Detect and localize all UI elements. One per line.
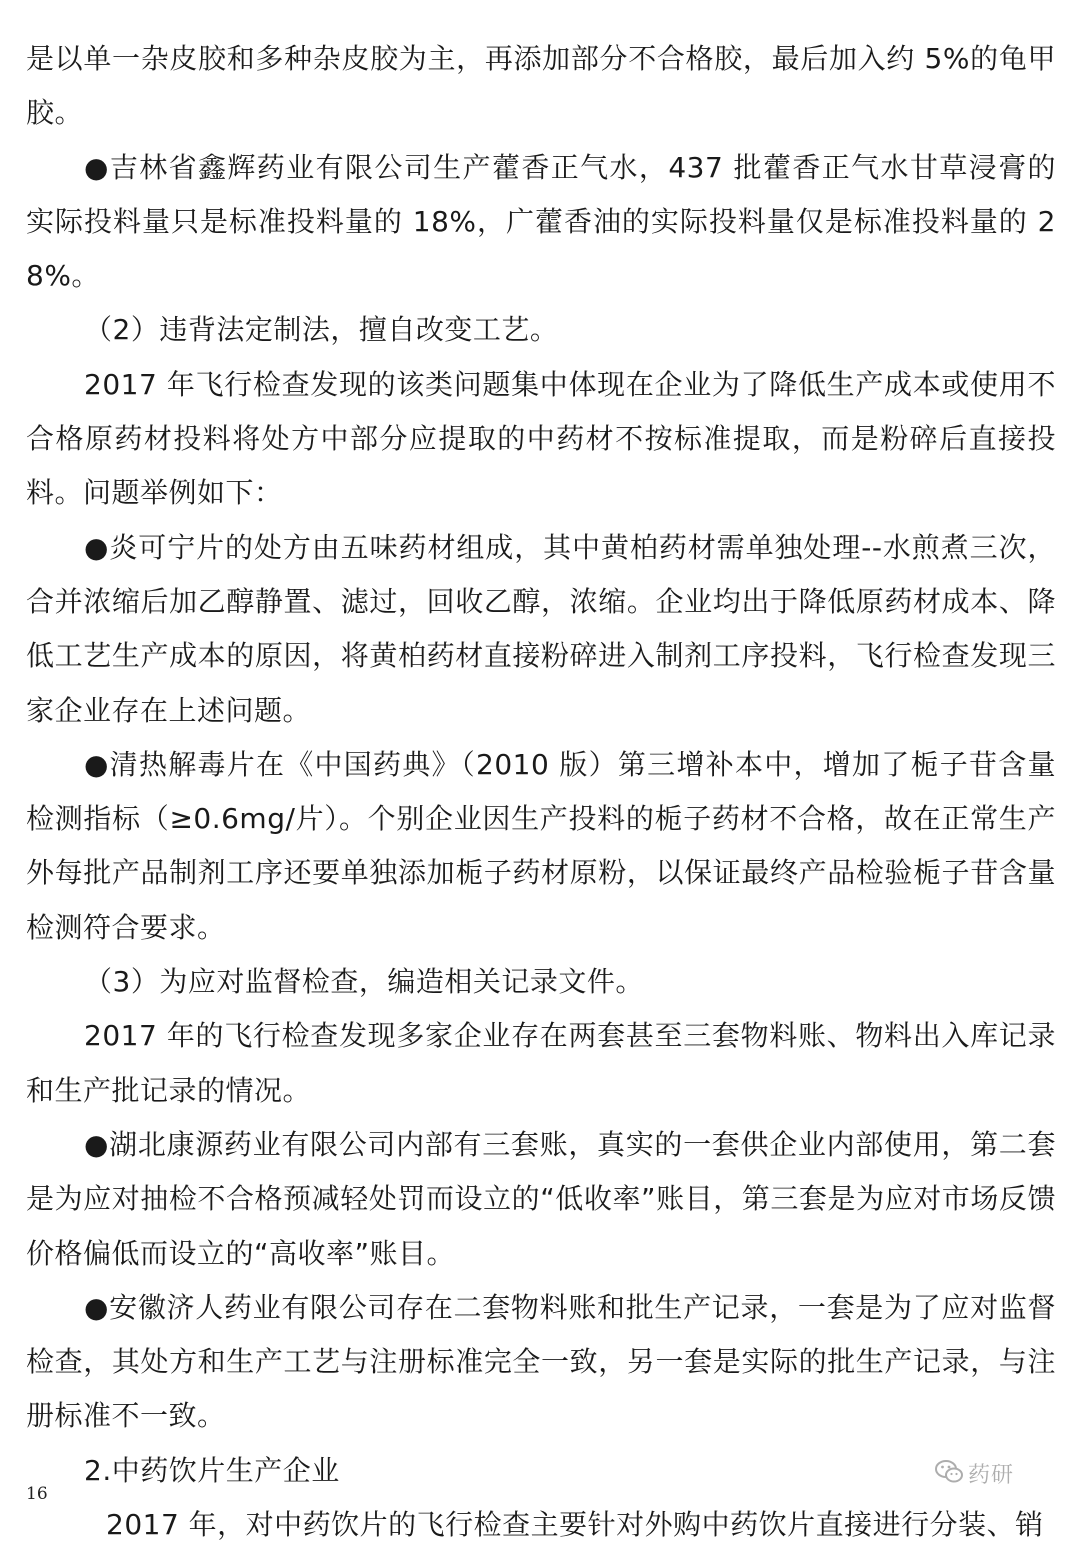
section-heading: （3）为应对监督检查，编造相关记录文件。 — [84, 965, 644, 999]
paragraph: ●吉林省鑫辉药业有限公司生产藿香正气水，437 批藿香正气水甘草浸膏的实际投料量只是标准投料量的 18%，广藿香油的实际投料量仅是标准投料量的 28%。 — [26, 150, 1056, 293]
paragraph: 2017 年的飞行检查发现多家企业存在两套甚至三套物料账、物料出入库记录和生产批记录的情况。 — [26, 1019, 1056, 1107]
paragraph: 是以单一杂皮胶和多种杂皮胶为主，再添加部分不合格胶，最后加入约 5%的龟甲胶。 — [26, 42, 1056, 130]
section-heading: 2.中药饮片生产企业 — [84, 1453, 340, 1487]
section-heading: （2）违背法定制法，擅自改变工艺。 — [84, 313, 559, 347]
wechat-icon — [934, 1459, 964, 1489]
watermark-label: 药研 — [968, 1463, 1015, 1488]
paragraph: ●炎可宁片的处方由五味药材组成，其中黄柏药材需单独处理--水煎煮三次，合并浓缩后加乙醇静置、滤过，回收乙醇，浓缩。企业均出于降低原药材成本、降低工艺生产成本的原因，将黄柏药材直接粉碎进入制剂工序投料，飞行检查发现三家企业存在上述问题。 — [26, 530, 1056, 727]
paragraph: ●湖北康源药业有限公司内部有三套账，真实的一套供企业内部使用，第二套是为应对抽检不合格预减轻处罚而设立的“低收率”账目，第三套是为应对市场反馈价格偏低而设立的“高收率”账目。 — [26, 1127, 1056, 1270]
paragraph: ●清热解毒片在《中国药典》（2010 版）第三增补本中，增加了栀子苷含量检测指标（≥0.6mg/片）。个别企业因生产投料的栀子药材不合格，故在正常生产外每批产品制剂工序还要单独添加栀子药材原粉，以保证最终产品检验栀子苷含量检测符合要求。 — [26, 747, 1056, 944]
paragraph: ●安徽济人药业有限公司存在二套物料账和批生产记录，一套是为了应对监督检查，其处方和生产工艺与注册标准完全一致，另一套是实际的批生产记录，与注册标准不一致。 — [26, 1290, 1056, 1433]
watermark — [934, 1458, 1014, 1489]
paragraph: 2017 年，对中药饮片的飞行检查主要针对外购中药饮片直接进行分装、销 — [106, 1508, 1044, 1542]
page-number: 16 — [26, 1484, 48, 1504]
document-body — [26, 32, 1056, 1552]
paragraph: 2017 年飞行检查发现的该类问题集中体现在企业为了降低生产成本或使用不合格原药材投料将处方中部分应提取的中药材不按标准提取，而是粉碎后直接投料。问题举例如下： — [26, 367, 1056, 510]
